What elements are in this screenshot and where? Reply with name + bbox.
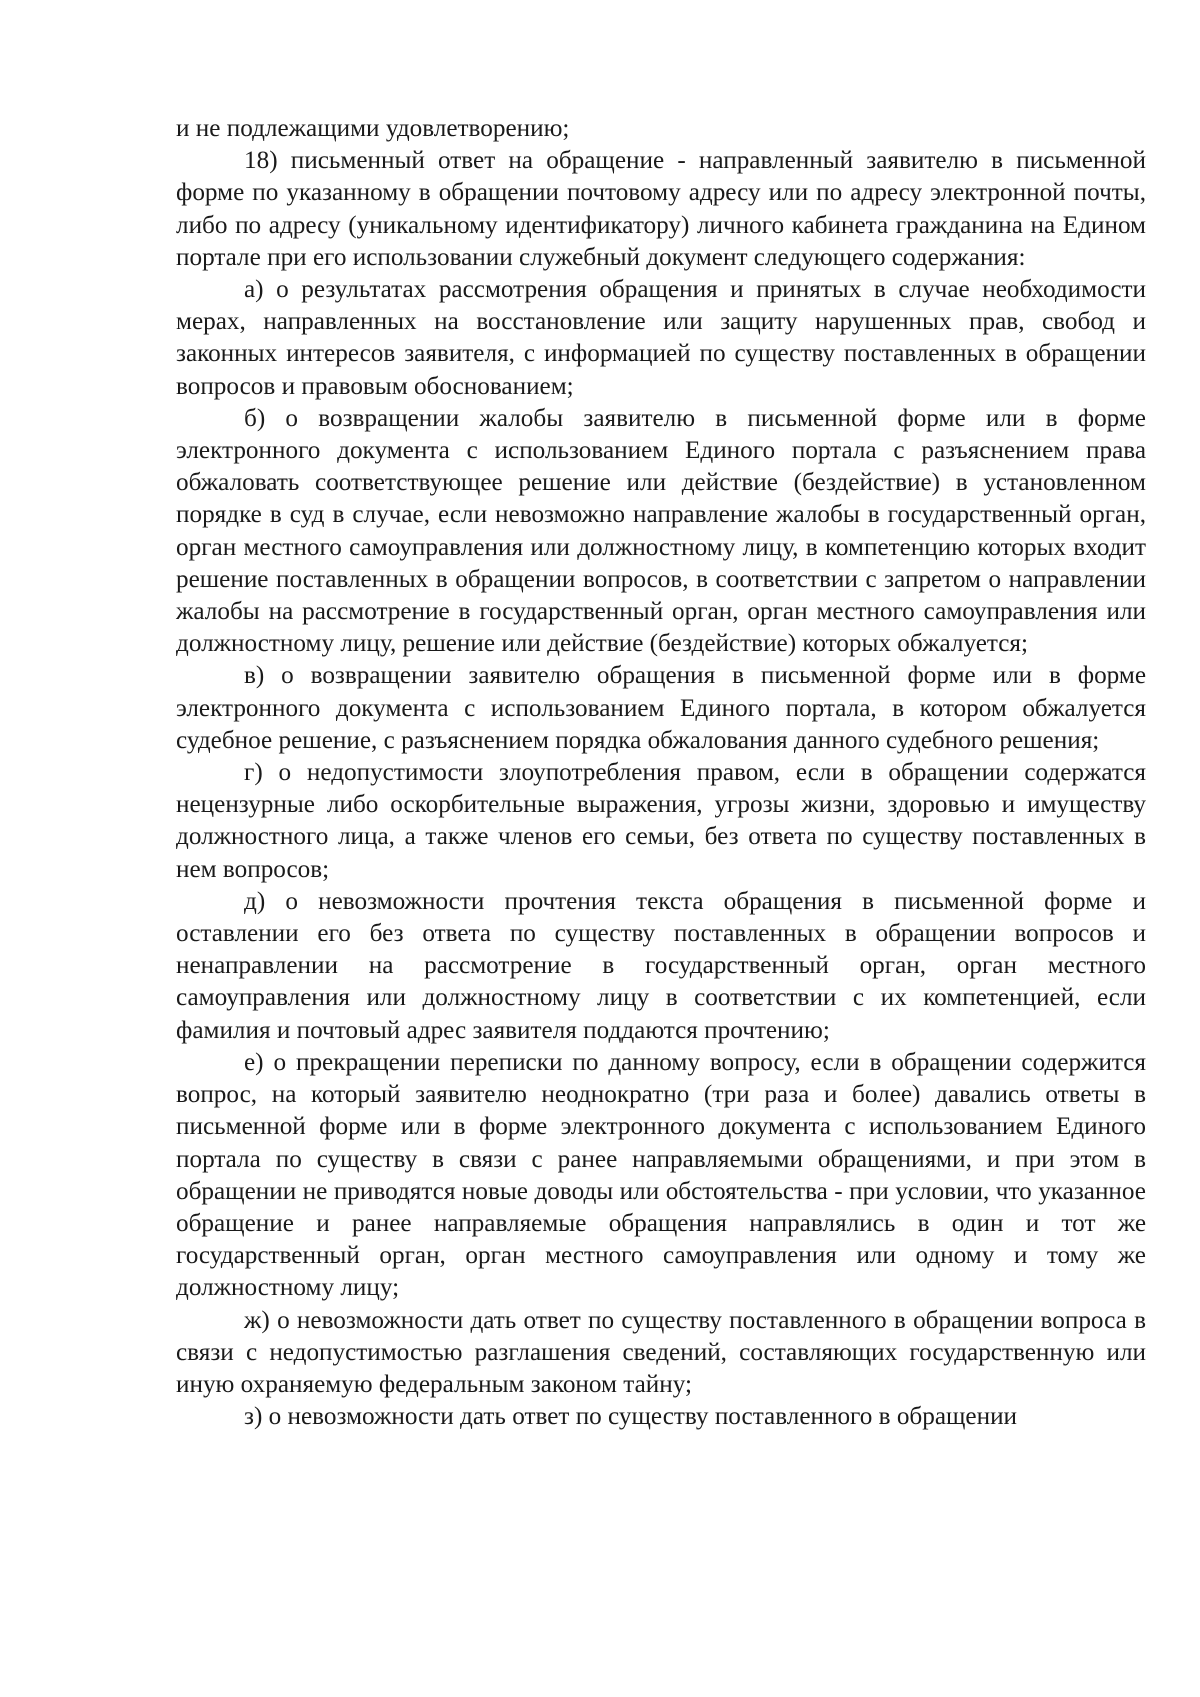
paragraph-subitem-b: б) о возвращении жалобы заявителю в письменной форме или в форме электронного документа с использованием Единого портала с разъяснением права обжаловать соответствующее решение или действие (бездействие) в установленном порядке в суд в случае, если невозможно направление жалобы в государственный орган, орган местного самоуправления или должностному лицу, в компетенцию которых входит решение поставленных в обращении вопросов, в соответствии с запретом о направлении жалобы на рассмотрение в государственный орган, орган местного самоуправления или должностному лицу, решение или действие (бездействие) которых обжалуется;	[176, 404, 1146, 658]
paragraph-subitem-z: з) о невозможности дать ответ по существу поставленного в обращении	[244, 1403, 1018, 1431]
paragraph-subitem-v: в) о возвращении заявителю обращения в письменной форме или в форме электронного документа с использованием Единого портала, в котором обжалуется судебное решение, с разъяснением порядка обжалования данного судебного решения;	[176, 662, 1146, 754]
paragraph-continuation: и не подлежащими удовлетворению;	[176, 115, 570, 142]
paragraph-subitem-g: г) о недопустимости злоупотребления правом, если в обращении содержатся нецензурные либо оскорбительные выражения, угрозы жизни, здоровью и имуществу должностного лица, а также членов его семьи, без ответа по существу поставленных в нем вопросов;	[176, 759, 1146, 883]
paragraph-subitem-d: д) о невозможности прочтения текста обращения в письменной форме и оставлении его без ответа по существу поставленных в обращении вопросов и ненаправлении на рассмотрение в государственный орган, орган местного самоуправления или должностному лицу в соответствии с их компетенцией, если фамилия и почтовый адрес заявителя поддаются прочтению;	[176, 887, 1146, 1044]
paragraph-subitem-e: е) о прекращении переписки по данному вопросу, если в обращении содержится вопрос, на который заявителю неоднократно (три раза и более) давались ответы в письменной форме или в форме электронного документа с использованием Единого портала по существу в связи с ранее направляемыми обращениями, и при этом в обращении не приводятся новые доводы или обстоятельства - при условии, что указанное обращение и ранее направляемые обращения направлялись в один и тот же государственный орган, орган местного самоуправления или одному и тому же должностному лицу;	[176, 1048, 1146, 1302]
document-body	[176, 113, 1146, 1433]
paragraph-subitem-zh: ж) о невозможности дать ответ по существу поставленного в обращении вопроса в связи с недопустимостью разглашения сведений, составляющих государственную или иную охраняемую федеральным законом тайну;	[176, 1306, 1146, 1398]
paragraph-item-18: 18) письменный ответ на обращение - направленный заявителю в письменной форме по указанному в обращении почтовому адресу или по адресу электронной почты, либо по адресу (уникальному идентификатору) личного кабинета гражданина на Едином портале при его использовании служебный документ следующего содержания:	[176, 147, 1146, 271]
paragraph-subitem-a: а) о результатах рассмотрения обращения и принятых в случае необходимости мерах, направленных на восстановление или защиту нарушенных прав, свобод и законных интересов заявителя, с информацией по существу поставленных в обращении вопросов и правовым обоснованием;	[176, 276, 1146, 400]
